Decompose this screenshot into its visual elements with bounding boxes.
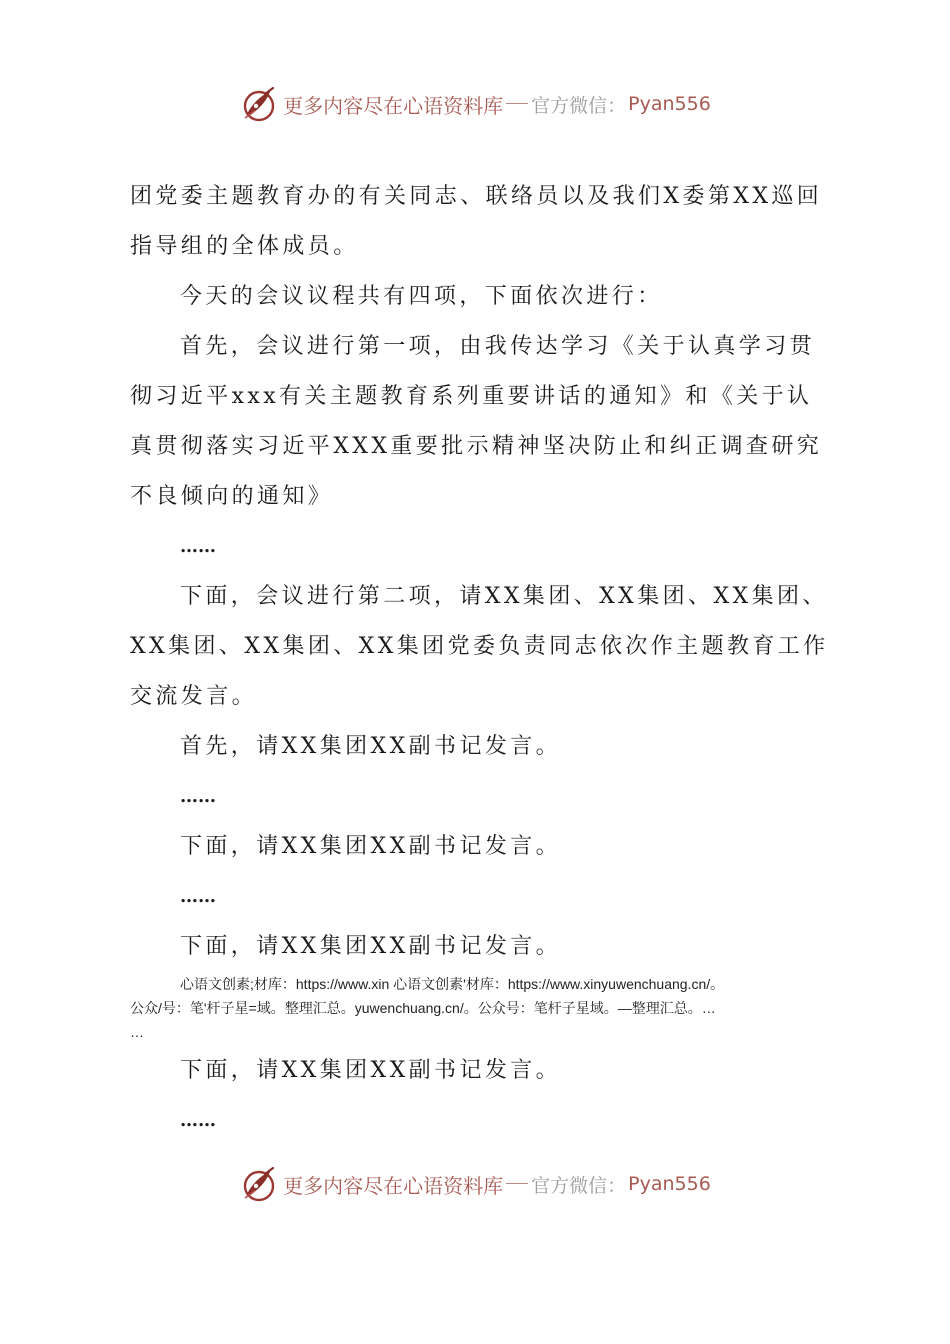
watermark-line-3: … (130, 1024, 144, 1040)
paragraph-7: 下面，请XX集团XX副书记发言。 (180, 934, 562, 959)
banner-wechat-label: 官方微信： (531, 1174, 627, 1197)
banner-wechat-id: Pyan556 (628, 1173, 711, 1195)
watermark-text (130, 972, 835, 1044)
footer-banner (0, 1162, 950, 1206)
ellipsis-3: …… (180, 886, 216, 907)
banner-wechat-label: 官方微信： (531, 94, 627, 117)
paragraph-1: 团党委主题教育办的有关同志、联络员以及我们X委第XX巡回指导组的全体成员。 (130, 184, 823, 259)
watermark-line-1: 心语文创素;材库：https://www.xin 心语文创素'材库：https://www.xinyuwenchuang.cn/。 (180, 976, 725, 992)
document-body (130, 172, 830, 1146)
banner-wechat-id: Pyan556 (628, 93, 711, 115)
header-banner-content (239, 84, 711, 124)
paragraph-4: 下面，会议进行第二项，请XX集团、XX集团、XX集团、XX集团、XX集团、XX集团党委负责同志依次作主题教育工作交流发言。 (130, 584, 829, 709)
ellipsis-2: …… (180, 786, 216, 807)
banner-dash (506, 1183, 528, 1184)
ellipsis-4: …… (180, 1110, 216, 1131)
banner-dash (506, 103, 528, 104)
header-banner (0, 82, 950, 126)
paragraph-6: 下面，请XX集团XX副书记发言。 (180, 834, 562, 859)
paragraph-8: 下面，请XX集团XX副书记发言。 (180, 1058, 562, 1083)
paragraph-3: 首先，会议进行第一项，由我传达学习《关于认真学习贯彻习近平xxx有关主题教育系列重要讲话的通知》和《关于认真贯彻落实习近平XXX重要批示精神坚决防止和纠正调查研究不良倾向的通知》 (130, 334, 823, 509)
footer-banner-content (239, 1164, 711, 1204)
banner-main-text: 更多内容尽在心语资料库 (283, 1173, 504, 1198)
paragraph-5: 首先，请XX集团XX副书记发言。 (180, 734, 562, 759)
pen-nib-logo-icon (239, 84, 279, 124)
watermark-line-2: 公众/号：笔'杆子星=域。整理汇总。yuwenchuang.cn/。公众号：笔杆子星域。—整理汇总。… (130, 1000, 716, 1016)
ellipsis-1: …… (180, 536, 216, 557)
paragraph-2: 今天的会议议程共有四项，下面依次进行： (180, 284, 663, 309)
pen-nib-logo-icon (239, 1164, 279, 1204)
banner-main-text: 更多内容尽在心语资料库 (283, 93, 504, 118)
